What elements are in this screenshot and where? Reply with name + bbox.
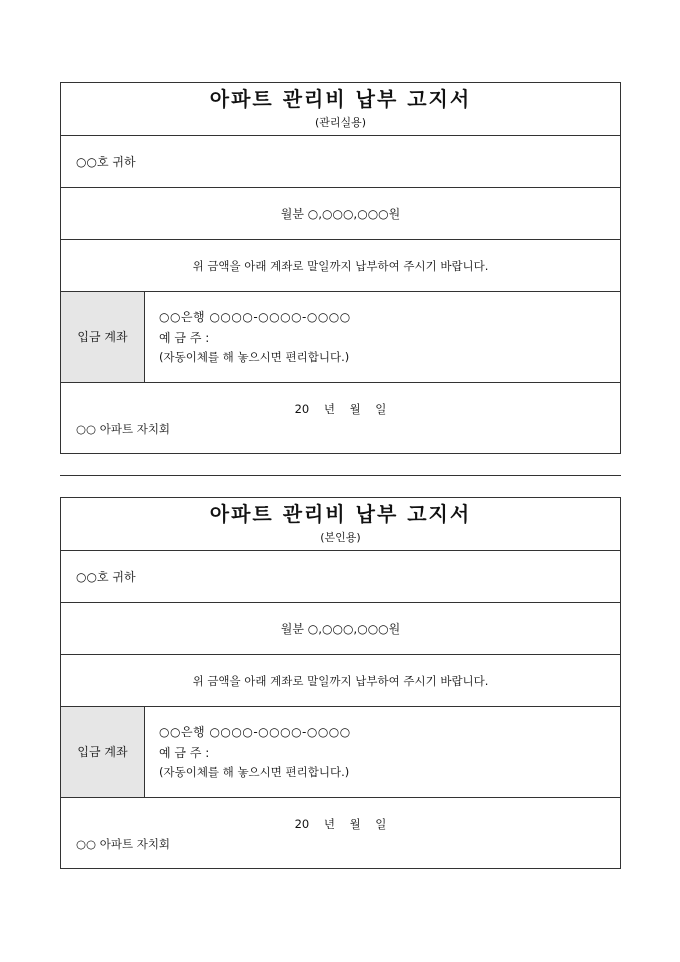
recipient-row xyxy=(61,136,620,188)
issue-date: 20 년 월 일 xyxy=(294,817,387,831)
account-bank-number: ○○은행 ○○○○-○○○○-○○○○ xyxy=(159,310,351,324)
notice-management-copy xyxy=(60,82,621,454)
notice-subtitle: (관리실용) xyxy=(314,116,367,129)
notice-resident-copy xyxy=(60,497,621,869)
account-detail-cell xyxy=(145,292,620,382)
account-row xyxy=(61,292,620,383)
message-row xyxy=(61,655,620,707)
account-label-cell xyxy=(61,707,145,797)
payment-message: 위 금액을 아래 계좌로 말일까지 납부하여 주시기 바랍니다. xyxy=(192,259,489,273)
amount-text: 월분 ○,○○○,○○○원 xyxy=(280,207,401,221)
title-row xyxy=(61,498,620,551)
account-row xyxy=(61,707,620,798)
cut-line-divider xyxy=(60,475,621,476)
account-holder: 예 금 주 : xyxy=(159,746,210,760)
notice-title: 아파트 관리비 납부 고지서 xyxy=(209,87,472,111)
recipient-row xyxy=(61,551,620,603)
amount-row xyxy=(61,188,620,240)
issuer-organization: ○○ 아파트 자치회 xyxy=(76,837,171,851)
account-label: 입금 계좌 xyxy=(77,745,128,759)
amount-row xyxy=(61,603,620,655)
footer-row xyxy=(61,798,620,868)
payment-message: 위 금액을 아래 계좌로 말일까지 납부하여 주시기 바랍니다. xyxy=(192,674,489,688)
account-label-cell xyxy=(61,292,145,382)
auto-transfer-note: (자동이체를 해 놓으시면 편리합니다.) xyxy=(159,350,350,364)
title-row xyxy=(61,83,620,136)
account-holder: 예 금 주 : xyxy=(159,331,210,345)
notice-subtitle: (본인용) xyxy=(320,531,361,544)
issuer-organization: ○○ 아파트 자치회 xyxy=(76,422,171,436)
account-bank-number: ○○은행 ○○○○-○○○○-○○○○ xyxy=(159,725,351,739)
notice-title: 아파트 관리비 납부 고지서 xyxy=(209,502,472,526)
account-label: 입금 계좌 xyxy=(77,330,128,344)
issue-date: 20 년 월 일 xyxy=(294,402,387,416)
amount-text: 월분 ○,○○○,○○○원 xyxy=(280,622,401,636)
recipient-text: ○○호 귀하 xyxy=(76,570,136,584)
footer-row xyxy=(61,383,620,453)
recipient-text: ○○호 귀하 xyxy=(76,155,136,169)
auto-transfer-note: (자동이체를 해 놓으시면 편리합니다.) xyxy=(159,765,350,779)
message-row xyxy=(61,240,620,292)
account-detail-cell xyxy=(145,707,620,797)
